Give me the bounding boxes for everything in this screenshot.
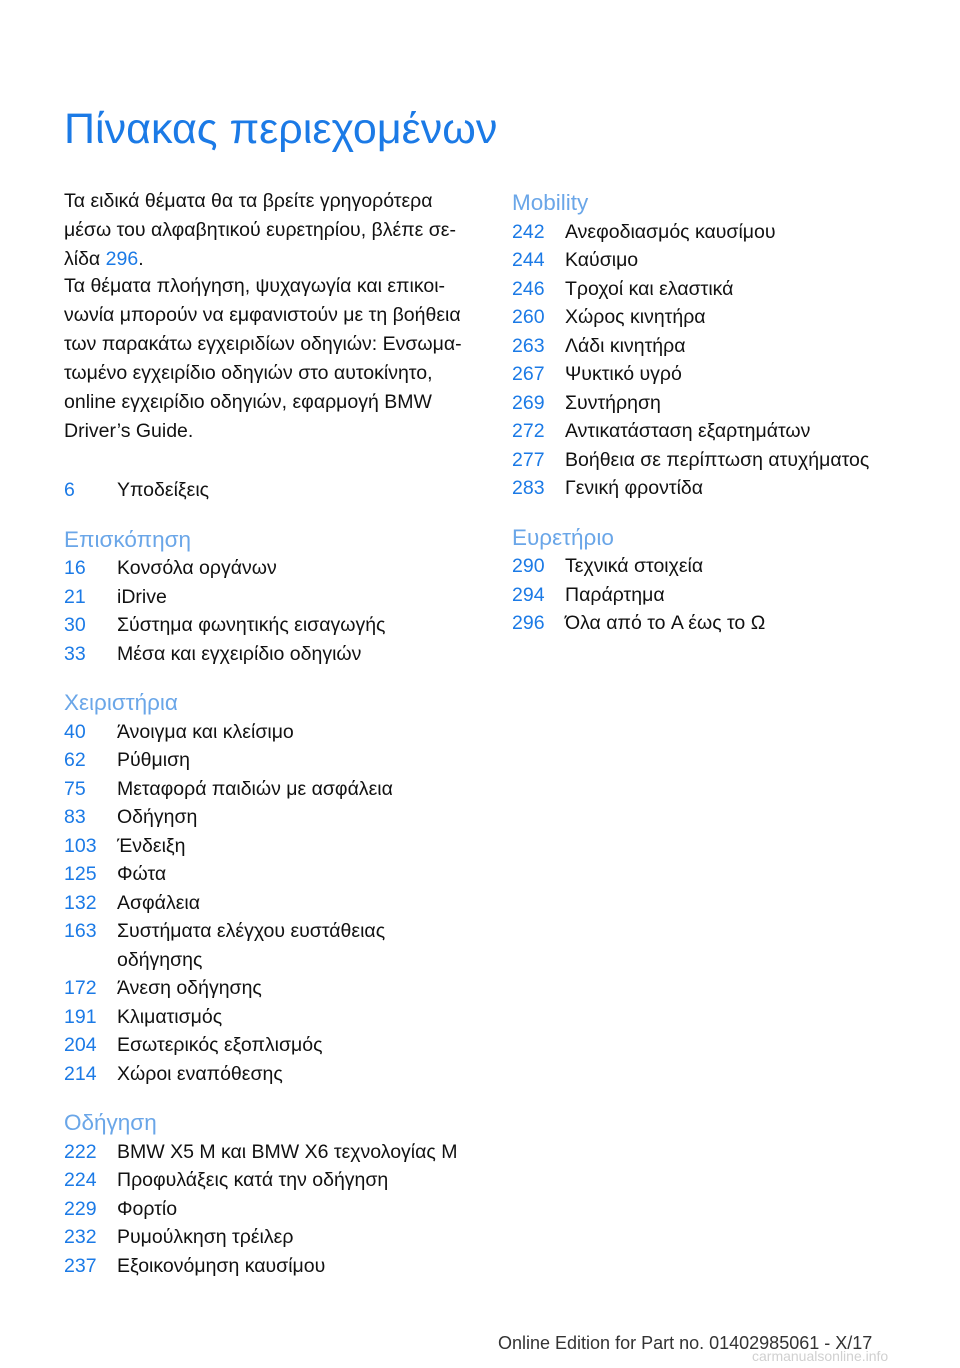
toc-entry[interactable] xyxy=(64,832,474,861)
toc-entry[interactable] xyxy=(64,917,474,974)
toc-page-number[interactable]: 30 xyxy=(64,614,86,636)
toc-entry-label: Συντήρηση xyxy=(565,391,661,414)
toc-section-heading: Mobility xyxy=(512,190,589,215)
toc-entry-label: Εξοικονόμηση καυσίμου xyxy=(117,1254,326,1277)
toc-page-number[interactable]: 6 xyxy=(64,479,75,501)
toc-entry-label: Εσωτερικός εξοπλισμός xyxy=(117,1034,323,1056)
toc-entry[interactable] xyxy=(64,1138,474,1167)
toc-page-number[interactable]: 244 xyxy=(512,249,545,271)
toc-page-number[interactable]: 267 xyxy=(512,363,545,385)
toc-entry-label: Βοήθεια σε περίπτωση ατυχήματος xyxy=(565,448,870,471)
toc-page-number[interactable]: 21 xyxy=(64,585,86,608)
watermark: carmanualsonline.info xyxy=(752,1348,889,1364)
toc-entry[interactable] xyxy=(64,1060,474,1089)
toc-entry-label: Κλιματισμός xyxy=(117,1005,223,1028)
toc-entry[interactable] xyxy=(64,889,474,918)
toc-entry-label: Τεχνικά στοιχεία xyxy=(565,555,704,577)
toc-page-number[interactable]: 204 xyxy=(64,1034,97,1056)
toc-page-number[interactable]: 232 xyxy=(64,1226,97,1248)
toc-entry[interactable] xyxy=(512,417,932,446)
toc-entry[interactable] xyxy=(64,611,474,640)
toc-left-column xyxy=(64,476,474,1280)
toc-entry[interactable] xyxy=(64,1195,474,1224)
toc-entry-label: Ασφάλεια xyxy=(117,891,201,914)
toc-entry[interactable] xyxy=(64,554,474,583)
toc-entry[interactable] xyxy=(64,718,474,747)
toc-entry[interactable] xyxy=(512,360,932,389)
toc-entry[interactable] xyxy=(512,332,932,361)
toc-entry-label: Κονσόλα οργάνων xyxy=(117,557,277,579)
toc-entry[interactable] xyxy=(64,860,474,889)
toc-section-heading: Ευρετήριο xyxy=(512,524,614,550)
toc-entry[interactable] xyxy=(512,303,932,332)
intro-index-end: . xyxy=(138,248,144,270)
toc-entry-label: Αντικατάσταση εξαρτημάτων xyxy=(565,420,811,442)
toc-page-number[interactable]: 132 xyxy=(64,891,97,914)
toc-page-number[interactable]: 229 xyxy=(64,1197,97,1220)
toc-entry[interactable] xyxy=(512,275,932,304)
toc-entry-label: Όλα από το A έως το Ω xyxy=(565,612,766,634)
toc-entry-label: Προφυλάξεις κατά την οδήγηση xyxy=(117,1169,389,1191)
toc-page-number[interactable]: 260 xyxy=(512,306,545,328)
toc-page-number[interactable]: 283 xyxy=(512,477,545,499)
toc-entry[interactable] xyxy=(512,609,932,638)
toc-page-number[interactable]: 224 xyxy=(64,1169,97,1191)
toc-page-number[interactable]: 246 xyxy=(512,277,545,300)
toc-entry-label: Άνεση οδήγησης xyxy=(117,977,262,999)
toc-entry-label: Ένδειξη xyxy=(117,834,186,857)
toc-entry-label: Ρύθμιση xyxy=(117,749,190,771)
toc-page-number[interactable]: 296 xyxy=(512,612,545,634)
toc-entry[interactable] xyxy=(64,775,474,804)
toc-entry-label: Συστήματα ελέγχου ευστάθειας οδήγησης xyxy=(117,920,386,971)
toc-page-number[interactable]: 272 xyxy=(512,420,545,442)
toc-page-number[interactable]: 40 xyxy=(64,720,86,743)
toc-page-number[interactable]: 242 xyxy=(512,220,545,243)
page-title: Πίνακας περιεχομένων xyxy=(64,105,498,153)
toc-entry[interactable] xyxy=(64,1166,474,1195)
toc-entry[interactable] xyxy=(512,552,932,581)
toc-page-number[interactable]: 75 xyxy=(64,777,86,800)
intro-paragraph-guides: Τα θέματα πλοήγηση, ψυχαγωγία και επικοι-νωνία μπορούν να εμφανιστούν με τη βοήθεια των παρακάτω εγχειριδίων οδηγιών: Ενσωμα-τωμένο εγχειρίδιο οδηγιών στο αυτοκίνητο, online εγχειρίδιο οδηγιών, εφαρμογή BMW Driver’s Guide. xyxy=(64,275,462,442)
toc-section-heading: Χειριστήρια xyxy=(64,690,178,715)
toc-page-number[interactable]: 191 xyxy=(64,1005,97,1028)
footer-edition: Online Edition for Part no. 01402985061 - X/17 xyxy=(498,1333,873,1353)
toc-page-number[interactable]: 290 xyxy=(512,555,545,577)
toc-entry-label: iDrive xyxy=(117,585,167,608)
toc-entry[interactable] xyxy=(64,583,474,612)
toc-entry[interactable] xyxy=(64,1223,474,1252)
toc-entry-label: Παράρτημα xyxy=(565,583,665,606)
toc-entry-label: Φώτα xyxy=(117,863,167,885)
section-gap xyxy=(64,668,474,689)
toc-entry[interactable] xyxy=(64,746,474,775)
toc-page-number[interactable]: 103 xyxy=(64,834,97,857)
toc-entry[interactable] xyxy=(64,1031,474,1060)
toc-entry[interactable] xyxy=(512,246,932,275)
intro-paragraph-index xyxy=(64,187,474,274)
section-gap xyxy=(64,505,474,526)
toc-page-number[interactable]: 163 xyxy=(64,920,97,942)
toc-page-number[interactable]: 125 xyxy=(64,863,97,885)
toc-entry-label: Καύσιμο xyxy=(565,249,639,271)
toc-page-number[interactable]: 294 xyxy=(512,583,545,606)
section-gap xyxy=(64,1088,474,1109)
toc-page-number[interactable]: 83 xyxy=(64,806,86,828)
toc-entry-label: Άνοιγμα και κλείσιμο xyxy=(117,720,294,743)
toc-entry[interactable] xyxy=(512,446,932,475)
toc-page-number[interactable]: 237 xyxy=(64,1254,97,1277)
toc-entry-label: Οδήγηση xyxy=(117,806,198,828)
toc-entry-label: Τροχοί και ελαστικά xyxy=(565,277,734,300)
toc-entry-label: Χώροι εναπόθεσης xyxy=(117,1062,283,1085)
toc-entry-label: Μέσα και εγχειρίδιο οδηγιών xyxy=(117,642,362,665)
toc-page-number[interactable]: 222 xyxy=(64,1140,97,1163)
toc-entry[interactable] xyxy=(64,1003,474,1032)
section-gap xyxy=(512,503,932,524)
toc-entry[interactable] xyxy=(64,640,474,669)
toc-entry-label: Ψυκτικό υγρό xyxy=(565,363,682,385)
toc-entry-label: Ανεφοδιασμός καυσίμου xyxy=(565,220,776,243)
toc-page-number[interactable]: 263 xyxy=(512,334,545,357)
toc-right-column xyxy=(512,189,932,638)
toc-entry[interactable] xyxy=(64,803,474,832)
toc-entry[interactable] xyxy=(512,389,932,418)
toc-entry-label: Ρυμούλκηση τρέιλερ xyxy=(117,1226,294,1248)
toc-section-heading: Επισκόπηση xyxy=(64,526,192,552)
toc-page-number[interactable]: 269 xyxy=(512,391,545,414)
toc-entry-label: Υποδείξεις xyxy=(117,479,210,501)
toc-entry[interactable] xyxy=(64,476,474,505)
toc-section-heading: Οδήγηση xyxy=(64,1110,157,1135)
intro-index-text: Τα ειδικά θέματα θα τα βρείτε γρηγορότερα μέσω του αλφαβητικού ευρετηρίου, βλέπε σε-λίδα xyxy=(64,190,456,270)
index-page-link[interactable]: 296 xyxy=(105,248,139,270)
toc-page-number[interactable]: 214 xyxy=(64,1062,97,1085)
toc-entry[interactable] xyxy=(512,581,932,610)
toc-page-number[interactable]: 62 xyxy=(64,749,86,771)
toc-entry-label: BMW X5 M και BMW X6 τεχνολογίας M xyxy=(117,1140,458,1163)
toc-entry-label: Μεταφορά παιδιών με ασφάλεια xyxy=(117,777,393,800)
toc-entry-label: Σύστημα φωνητικής εισαγωγής xyxy=(117,614,386,636)
toc-entry-label: Φορτίο xyxy=(117,1197,178,1220)
toc-page-number[interactable]: 33 xyxy=(64,642,86,665)
toc-page-number[interactable]: 172 xyxy=(64,977,97,999)
toc-entry[interactable] xyxy=(512,218,932,247)
toc-entry-label: Λάδι κινητήρα xyxy=(565,334,686,357)
toc-entry[interactable] xyxy=(64,974,474,1003)
toc-entry[interactable] xyxy=(512,474,932,503)
toc-page-number[interactable]: 16 xyxy=(64,557,86,579)
toc-entry-label: Γενική φροντίδα xyxy=(565,477,704,499)
toc-page-number[interactable]: 277 xyxy=(512,448,545,471)
toc-entry-label: Χώρος κινητήρα xyxy=(565,306,706,328)
toc-entry[interactable] xyxy=(64,1252,474,1281)
